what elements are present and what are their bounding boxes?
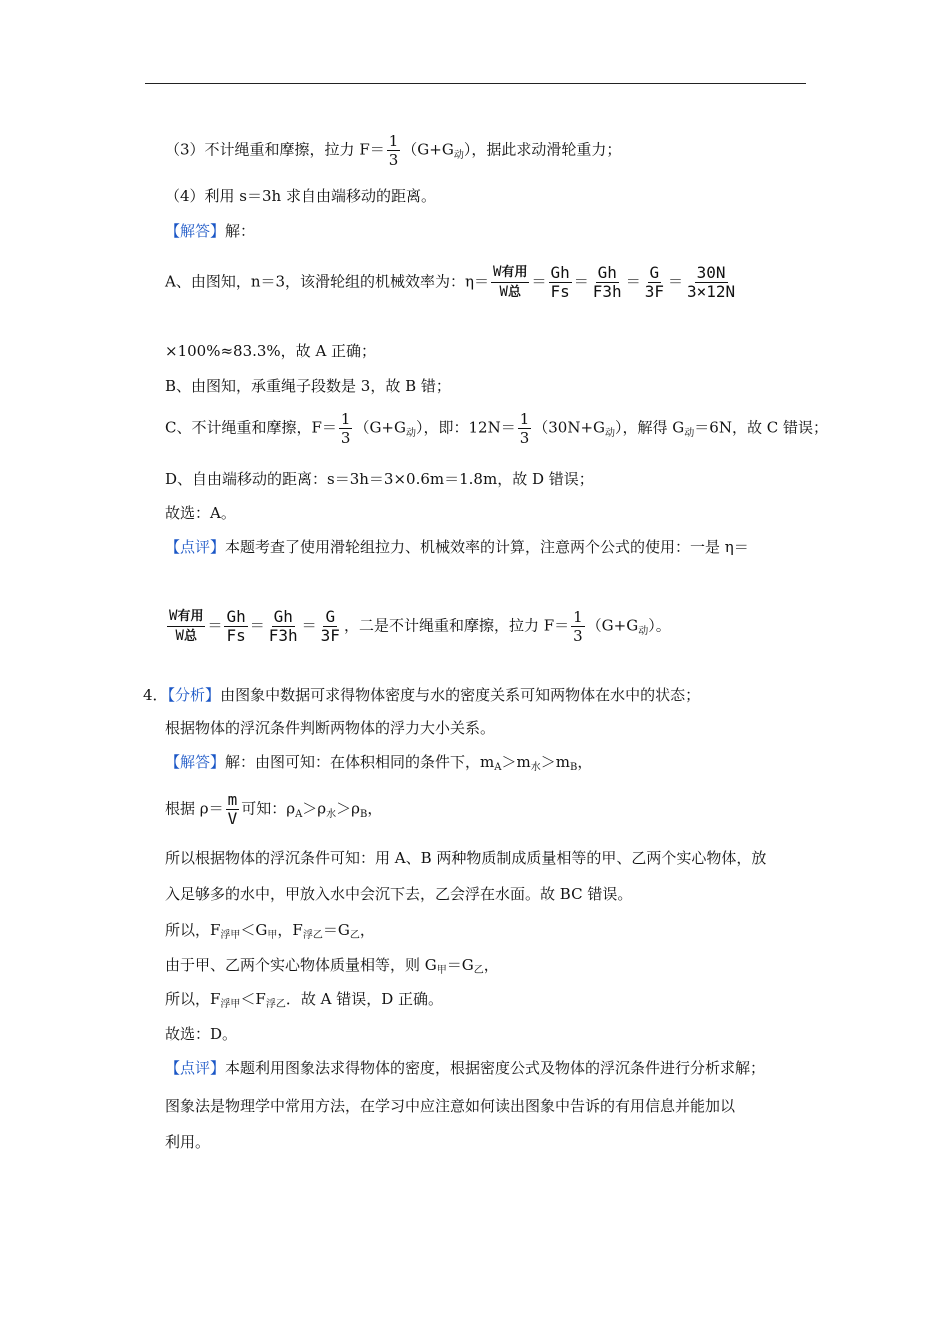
q4-comment: 【点评】本题利用图象法求得物体的密度，根据密度公式及物体的浮沉条件进行分析求解； xyxy=(165,1059,766,1077)
q4-line-a: 所以根据物体的浮沉条件可知：用 A、B 两种物质制成质量相等的甲、乙两个实心物体，放 xyxy=(165,849,767,867)
option-a-continued: ×100%≈83.3%，故 A 正确； xyxy=(165,342,377,360)
q4-comment-line2: 图象法是物理学中常用方法，在学习中应注意如何读出图象中告诉的有用信息并能加以 xyxy=(165,1097,736,1115)
fraction-one-third: $\frac{1}{3}$ xyxy=(519,410,530,447)
comment-formula: $\frac{\text{W有用}}{\text{W总}}$ ＝ $\frac{Gh}{Fs}$ ＝ $\frac{Gh}{F3h}$ ＝ $\frac{G}{3F}$ ，二是不计绳重和摩擦，拉力 F＝ $\frac{1}{3}$ $(G+G_动)$。 xyxy=(169,607,671,645)
item3-part4: （4）利用 s＝3h 求自由端移动的距离。 xyxy=(165,187,436,205)
solve-heading: 【解答】解： xyxy=(165,222,256,240)
q4-line-c: 所以，$F_{浮甲}<G_甲$，$F_{浮乙}=G_乙$， xyxy=(165,921,375,941)
fraction-one-third: $\frac{1}{3}$ xyxy=(340,410,351,447)
comment-label: 【点评】 xyxy=(165,538,226,556)
q4-analysis-line2: 根据物体的浮沉条件判断两物体的浮力大小关系。 xyxy=(165,719,496,737)
efficiency-fraction: $\frac{\text{W有用}}{\text{W总}}$ xyxy=(169,608,204,644)
analysis-label: 【分析】 xyxy=(167,686,221,704)
option-c: C、不计绳重和摩擦，F＝ $\frac{1}{3}$ $(G+G_动)$，即：12N＝ $\frac{1}{3}$ $(30N+G_动)$，解得 $G_动=6N$，故 C 错误； xyxy=(165,410,828,447)
solve-label: 【解答】 xyxy=(165,222,226,240)
fraction-gh-fs: $\frac{Gh}{Fs}$ xyxy=(550,263,570,301)
fraction-gh-f3h: $\frac{Gh}{F3h}$ xyxy=(592,263,622,301)
item3-part3: （3）不计绳重和摩擦，拉力 F＝ $\frac{1}{3}$ $(G+G_动)$，据此求动滑轮重力； xyxy=(165,132,622,169)
solve-label: 【解答】 xyxy=(165,753,226,771)
q4-line-d: 由于甲、乙两个实心物体质量相等，则 $G_甲=G_乙$， xyxy=(165,956,499,976)
q4-line-b: 入足够多的水中，甲放入水中会沉下去，乙会浮在水面。故 BC 错误。 xyxy=(165,885,633,903)
fraction-g-3f: $\frac{G}{3F}$ xyxy=(320,607,340,645)
fraction-gh-f3h: $\frac{Gh}{F3h}$ xyxy=(268,607,298,645)
question-number: 4． xyxy=(143,686,168,704)
option-b: B、由图知，承重绳子段数是 3，故 B 错； xyxy=(165,377,451,395)
fraction-one-third: $\frac{1}{3}$ xyxy=(388,132,399,169)
q4-comment-line3: 利用。 xyxy=(165,1133,211,1151)
fraction-m-v: $\frac{m}{V}$ xyxy=(227,790,238,828)
fraction-gh-fs: $\frac{Gh}{Fs}$ xyxy=(226,607,246,645)
fraction-one-third: $\frac{1}{3}$ xyxy=(573,608,583,645)
option-a: A、由图知，n＝3，该滑轮组的机械效率为：η＝ $\frac{\text{W有用}}{\text{W总}}$ ＝ $\frac{Gh}{Fs}$ ＝ $\frac{Gh}{F3h}$ ＝ $\frac{G}{3F}$ ＝ $\frac{30N}{3\times 12N}$ xyxy=(165,263,736,301)
answer-choice: 故选：A。 xyxy=(165,504,236,522)
comment-label: 【点评】 xyxy=(165,1059,226,1077)
q4-analysis: 4．【分析】由图象中数据可求得物体密度与水的密度关系可知两物体在水中的状态； xyxy=(143,686,701,704)
efficiency-fraction: $\frac{\text{W有用}}{\text{W总}}$ xyxy=(493,264,528,300)
fraction-g-3f: $\frac{G}{3F}$ xyxy=(644,263,664,301)
fraction-30n: $\frac{30N}{3\times 12N}$ xyxy=(686,263,736,301)
q4-density: 根据 ρ＝ $\frac{m}{V}$ 可知：$\rho_A>\rho_水>\rho_B$， xyxy=(165,790,383,828)
option-d: D、自由端移动的距离：s＝3h＝3×0.6m＝1.8m，故 D 错误； xyxy=(165,470,594,488)
q4-solve: 【解答】解：由图可知：在体积相同的条件下，$m_A>m_水>m_B$， xyxy=(165,753,593,773)
q4-line-e: 所以，$F_{浮甲}<F_{浮乙}$．故 A 错误，D 正确。 xyxy=(165,990,444,1010)
q4-answer-choice: 故选：D。 xyxy=(165,1025,238,1043)
comment: 【点评】本题考查了使用滑轮组拉力、机械效率的计算，注意两个公式的使用：一是 η＝ xyxy=(165,538,749,556)
header-rule xyxy=(145,83,806,84)
